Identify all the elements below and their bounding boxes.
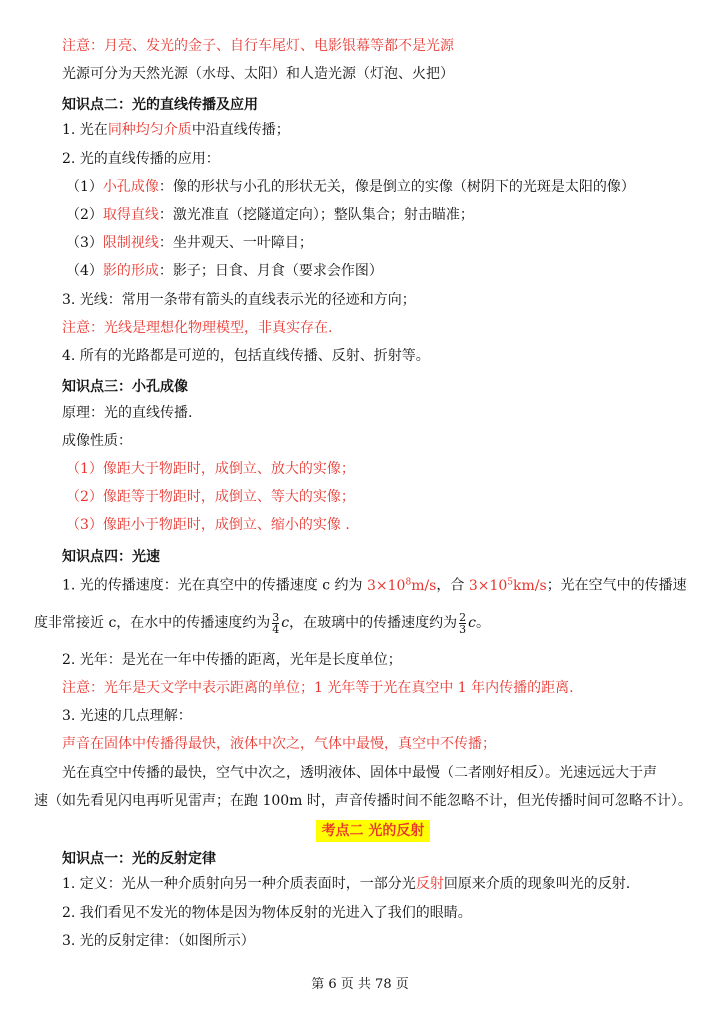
reflection-law: 3. 光的反射定律：（如图所示）: [62, 933, 255, 949]
light-source-classification: 光源可分为天然光源（水母、太阳）和人造光源（灯泡、火把）: [62, 66, 454, 82]
light-year-definition: 2. 光年：是光在一年中传播的距离，光年是长度单位；: [62, 652, 402, 668]
imaging-rule-2: （2）像距等于物距时，成倒立、等大的实像；: [66, 489, 355, 505]
fraction-three-quarters: $\frac{3}{4}$: [272, 610, 280, 636]
point-1: 1. 光在同种均匀介质中沿直线传播；: [62, 122, 290, 138]
note-light-ray: 注意：光线是理想化物理模型，非真实存在.: [62, 320, 333, 336]
speed-line-2: 度非常接近 c，在水中的传播速度约为 $\frac{3}{4}$ c，在玻璃中的传播速度约为 $\frac{2}{3}$ c。: [34, 610, 490, 636]
section-heading-4: 知识点四：光速: [62, 549, 160, 565]
speed-understanding: 3. 光速的几点理解：: [62, 708, 192, 724]
light-propagation-1: 光在真空中传播的最快，空气中次之，透明液体、固体中最慢（二者刚好相反）。光速远远大于声: [62, 765, 657, 781]
point-3: 3. 光线：常用一条带有箭头的直线表示光的径迹和方向；: [62, 292, 416, 308]
imaging-rule-3: （3）像距小于物距时，成倒立、缩小的实像 .: [66, 517, 350, 533]
light-propagation-2: 速（如先看见闪电再听见雷声；在跑 100m 时，声音传播时间不能忽略不计，但光传播时间可忽略不计）。: [34, 793, 692, 809]
point-4: 4. 所有的光路都是可逆的，包括直线传播、反射、折射等。: [62, 348, 430, 364]
note-light-year: 注意：光年是天文学中表示距离的单位；1 光年等于光在真空中 1 年内传播的距离.: [62, 680, 574, 696]
section-heading-3: 知识点三：小孔成像: [62, 379, 188, 395]
page-footer: 第 6 页 共 78 页: [311, 977, 409, 992]
note-light-sources: 注意：月亮、发光的金子、自行车尾灯、电影银幕等都不是光源: [62, 38, 454, 54]
section-heading-2: 知识点二：光的直线传播及应用: [62, 97, 258, 113]
imaging-rule-1: （1）像距大于物距时，成倒立、放大的实像；: [66, 461, 355, 477]
section-heading-5: 知识点一：光的反射定律: [62, 851, 216, 867]
point-2: 2. 光的直线传播的应用：: [62, 151, 220, 167]
application-2: （2）取得直线：激光准直（挖隧道定向）；整队集合；射击瞄准；: [66, 207, 474, 223]
imaging-properties: 成像性质：: [62, 433, 132, 449]
exam-point-banner: 考点二 光的反射: [316, 820, 430, 842]
reflection-definition: 1. 定义：光从一种介质射向另一种介质表面时，一部分光反射回原来介质的现象叫光的反射.: [62, 876, 631, 892]
fraction-two-thirds: $\frac{2}{3}$: [459, 610, 467, 636]
application-4: （4）影的形成：影子；日食、月食（要求会作图）: [66, 263, 383, 279]
speed-line-1: 1. 光的传播速度：光在真空中的传播速度 c 约为 $3\times 10^8m/s$，合 $3\times 10^5km/s$；光在空气中的传播速: [62, 577, 687, 594]
principle: 原理：光的直线传播.: [62, 405, 193, 421]
seeing-objects: 2. 我们看见不发光的物体是因为物体反射的光进入了我们的眼睛。: [62, 905, 472, 921]
application-3: （3）限制视线：坐井观天、一叶障目；: [66, 235, 313, 251]
application-1: （1）小孔成像：像的形状与小孔的形状无关，像是倒立的实像（树阴下的光斑是太阳的像）: [66, 179, 635, 195]
sound-propagation: 声音在固体中传播得最快，液体中次之，气体中最慢，真空中不传播；: [62, 736, 496, 752]
